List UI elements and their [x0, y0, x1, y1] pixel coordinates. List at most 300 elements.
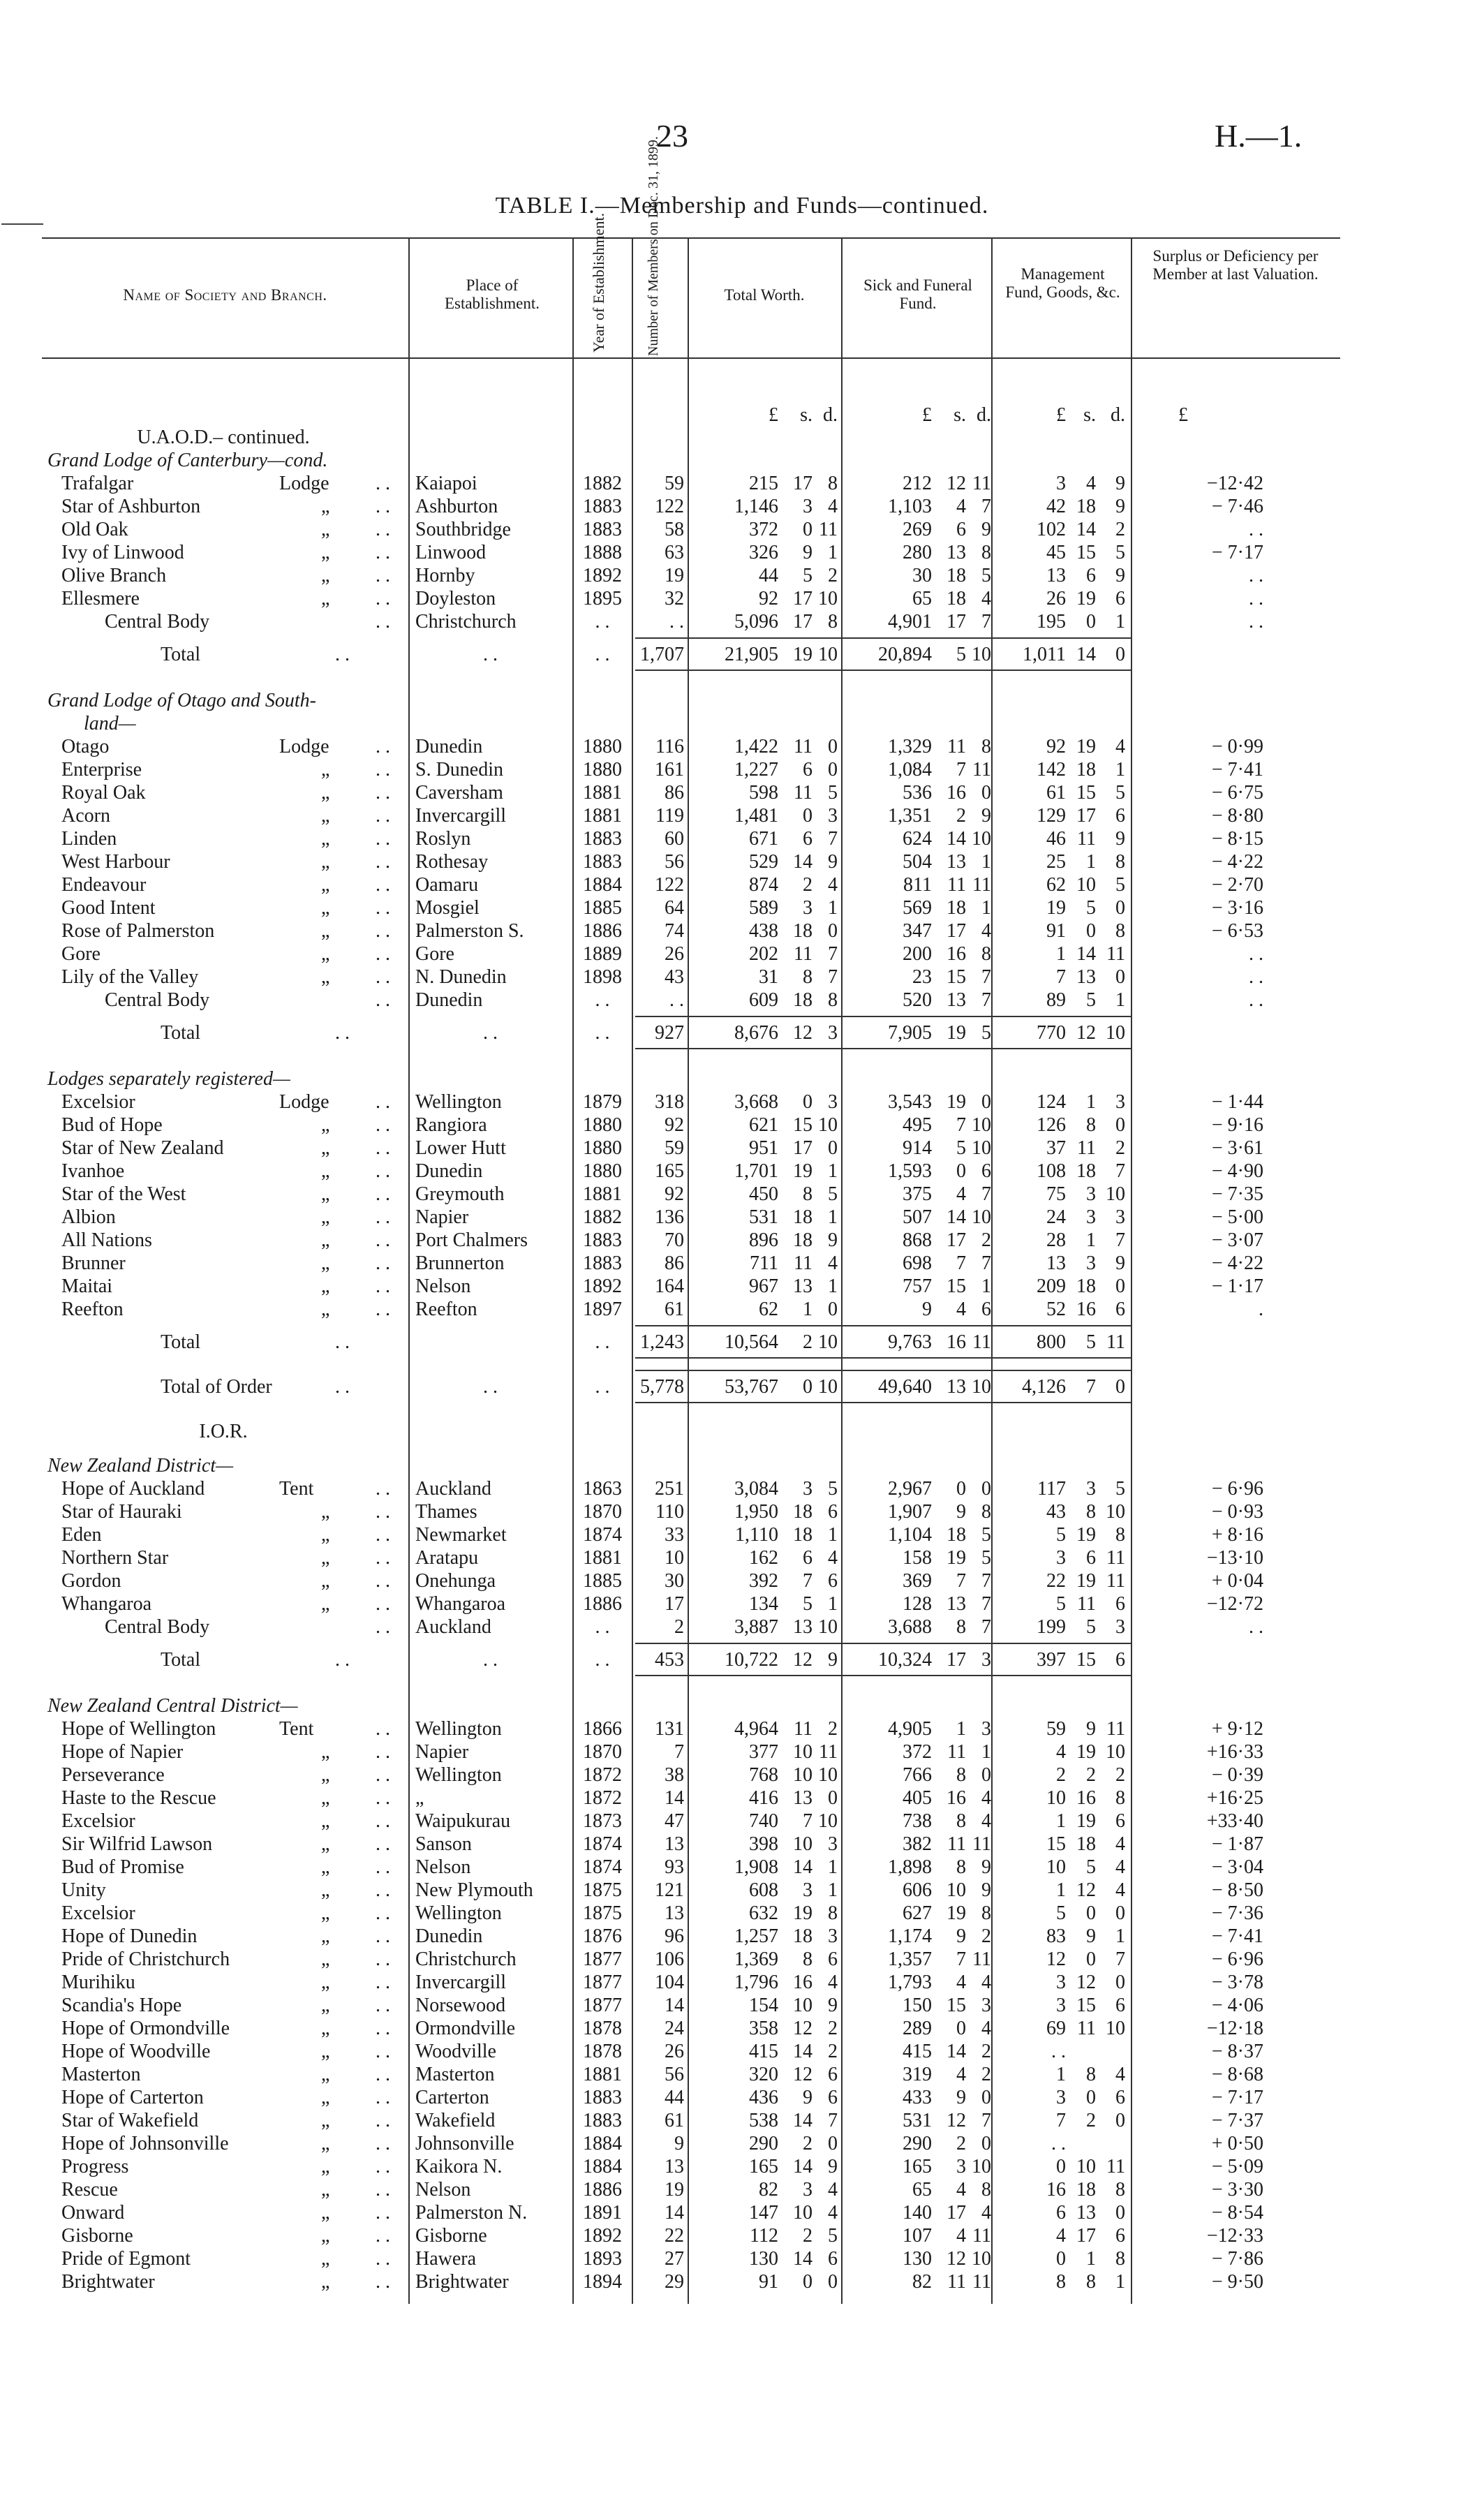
- mgmt-fund-pence: 7: [1115, 1948, 1125, 1970]
- unit-pounds: £: [769, 404, 778, 426]
- surplus-deficiency: .: [1259, 1299, 1263, 1320]
- mgmt-fund-pounds: 0: [1056, 2156, 1066, 2177]
- year: 1897: [583, 1299, 622, 1320]
- mgmt-fund-pounds: 124: [1037, 1091, 1066, 1113]
- total-worth-shillings: 0: [803, 1376, 813, 1398]
- members: 161: [655, 759, 684, 781]
- mgmt-fund-shillings: 8: [1086, 1501, 1096, 1523]
- members: 44: [665, 2087, 684, 2108]
- mgmt-fund-pence: 11: [1106, 2156, 1125, 2177]
- sick-fund-pounds: 627: [903, 1902, 932, 1924]
- mgmt-fund-pence: 4: [1115, 1833, 1125, 1855]
- branch-type: „: [321, 805, 330, 827]
- sick-fund-pence: 7: [981, 1252, 991, 1274]
- place: Brunnerton: [415, 1252, 505, 1274]
- sick-fund-pence: 11: [972, 2271, 991, 2293]
- total-worth-pounds: 896: [749, 1229, 778, 1251]
- branch-type: „: [321, 1902, 330, 1924]
- place: Ormondville: [415, 2018, 516, 2039]
- year: 1883: [583, 2110, 622, 2131]
- branch-type: „: [321, 1593, 330, 1615]
- mgmt-fund-shillings: 5: [1086, 1856, 1096, 1878]
- mgmt-fund-pence: 5: [1115, 1478, 1125, 1500]
- place: Rothesay: [415, 851, 489, 873]
- members: 13: [665, 1902, 684, 1924]
- sick-fund-pence: 1: [981, 1741, 991, 1763]
- mgmt-fund-pence: 8: [1115, 2179, 1125, 2201]
- total-worth-pounds: 91: [759, 2271, 778, 2293]
- year: 1878: [583, 2041, 622, 2062]
- leader-dots: . .: [376, 2156, 390, 2177]
- place: Kaiapoi: [415, 473, 477, 494]
- mgmt-fund-pounds: 59: [1046, 1718, 1066, 1740]
- place: Christchurch: [415, 1948, 517, 1970]
- unit-pence: d.: [1111, 404, 1125, 426]
- mgmt-fund-shillings: 16: [1076, 1299, 1096, 1320]
- total-worth-pounds: 671: [749, 828, 778, 850]
- surplus-deficiency: − 6·75: [1211, 782, 1263, 804]
- mgmt-fund-pounds: 1,011: [1023, 644, 1066, 665]
- branch-name: Star of Wakefield: [61, 2110, 199, 2131]
- total-worth-shillings: 6: [803, 1547, 813, 1569]
- total-worth-pounds: 450: [749, 1183, 778, 1205]
- year: 1877: [583, 1948, 622, 1970]
- table-row: [42, 1090, 1340, 1114]
- unit-pence: d.: [823, 404, 838, 426]
- sick-fund-pence: 8: [981, 736, 991, 757]
- mgmt-fund-pence: 6: [1115, 2087, 1125, 2108]
- table-row: [42, 1879, 1340, 1902]
- sick-fund-pounds: 405: [903, 1787, 932, 1809]
- surplus-deficiency: + 8·16: [1211, 1524, 1263, 1546]
- table-row: [42, 1298, 1340, 1321]
- table-row: [42, 942, 1340, 966]
- table-row: [42, 1994, 1340, 2017]
- branch-name: Good Intent: [61, 897, 156, 919]
- leader-dots: . .: [376, 2248, 390, 2270]
- sick-fund-pounds: 347: [903, 920, 932, 942]
- place: Dunedin: [415, 989, 483, 1011]
- mgmt-fund-pounds: 1: [1056, 943, 1066, 965]
- leader-dots: . .: [376, 519, 390, 540]
- sick-fund-pounds: 9: [922, 1299, 932, 1320]
- sick-fund-shillings: 13: [947, 1376, 966, 1398]
- total-rule: [635, 1370, 1131, 1371]
- year: 1883: [583, 828, 622, 850]
- place: Sanson: [415, 1833, 472, 1855]
- year: 1894: [583, 2271, 622, 2293]
- sick-fund-pence: 10: [972, 2248, 991, 2270]
- leader-dots: . .: [376, 920, 390, 942]
- branch-type: „: [321, 588, 330, 609]
- total-rule: [635, 637, 1131, 639]
- total-row: [42, 643, 1340, 666]
- total-worth-shillings: 13: [793, 1616, 813, 1638]
- sick-fund-pence: 7: [981, 1570, 991, 1592]
- sick-fund-shillings: 16: [947, 1787, 966, 1809]
- total-worth-shillings: 12: [793, 2018, 813, 2039]
- total-worth-shillings: 14: [793, 851, 813, 873]
- mgmt-fund-shillings: 8: [1086, 2271, 1096, 2293]
- total-worth-pence: 6: [828, 1948, 838, 1970]
- total-worth-pounds: 162: [749, 1547, 778, 1569]
- branch-name: Haste to the Rescue: [61, 1787, 216, 1809]
- mgmt-fund-shillings: 18: [1076, 1160, 1096, 1182]
- table-row: [42, 2109, 1340, 2132]
- mgmt-fund-pounds: 8: [1056, 2271, 1066, 2293]
- branch-name: Rescue: [61, 2179, 118, 2201]
- sick-fund-pence: 5: [981, 1524, 991, 1546]
- sick-fund-shillings: 8: [956, 1616, 966, 1638]
- sick-fund-pounds: 158: [903, 1547, 932, 1569]
- mgmt-fund-pounds: 6: [1056, 2202, 1066, 2224]
- mgmt-fund-shillings: 18: [1076, 2179, 1096, 2201]
- surplus-deficiency: − 7·35: [1211, 1183, 1263, 1205]
- year: 1892: [583, 565, 622, 586]
- table-row: [42, 1523, 1340, 1546]
- place: Wakefield: [415, 2110, 496, 2131]
- sick-fund-shillings: 0: [956, 1478, 966, 1500]
- sick-fund-pence: 4: [981, 1787, 991, 1809]
- table-row: [42, 1833, 1340, 1856]
- sick-fund-pounds: 1,329: [888, 736, 932, 757]
- total-worth-pence: 9: [828, 2156, 838, 2177]
- total-worth-shillings: 6: [803, 828, 813, 850]
- branch-name: Northern Star: [61, 1547, 169, 1569]
- leader-dots: . .: [376, 542, 390, 563]
- mgmt-fund-shillings: 16: [1076, 1787, 1096, 1809]
- place: Invercargill: [415, 1972, 507, 1993]
- mgmt-fund-pounds: 19: [1046, 897, 1066, 919]
- place: Napier: [415, 1206, 469, 1228]
- branch-name: Star of Ashburton: [61, 496, 201, 517]
- sick-fund-shillings: 8: [956, 1856, 966, 1878]
- table-row: [42, 518, 1340, 541]
- branch-type: Lodge: [279, 736, 329, 757]
- sick-fund-pence: 1: [981, 1275, 991, 1297]
- sick-fund-shillings: 2: [956, 805, 966, 827]
- mgmt-fund-shillings: 14: [1076, 519, 1096, 540]
- year: 1886: [583, 1593, 622, 1615]
- sick-fund-shillings: 11: [947, 2271, 966, 2293]
- branch-name: Hope of Carterton: [61, 2087, 204, 2108]
- surplus-deficiency: + 0·04: [1211, 1570, 1263, 1592]
- surplus-deficiency: − 0·39: [1211, 1764, 1263, 1786]
- total-worth-pounds: 154: [749, 1995, 778, 2016]
- total-worth-shillings: 15: [793, 1114, 813, 1136]
- sick-fund-shillings: 11: [947, 1833, 966, 1855]
- mgmt-fund-pounds: 37: [1046, 1137, 1066, 1159]
- total-rule: [635, 1402, 1131, 1403]
- place: New Plymouth: [415, 1879, 533, 1901]
- sick-fund-shillings: 6: [956, 519, 966, 540]
- sick-fund-pounds: 290: [903, 2133, 932, 2154]
- total-worth-pence: 8: [828, 611, 838, 633]
- leader-dots: . .: [376, 943, 390, 965]
- mgmt-fund-shillings: 6: [1086, 565, 1096, 586]
- members: 33: [665, 1524, 684, 1546]
- total-worth-pence: 1: [828, 1879, 838, 1901]
- total-worth-pence: 4: [828, 1972, 838, 1993]
- mgmt-fund-pence: 3: [1115, 1616, 1125, 1638]
- place: Thames: [415, 1501, 477, 1523]
- mgmt-fund-shillings: 19: [1076, 736, 1096, 757]
- total-worth-pounds: 416: [749, 1787, 778, 1809]
- branch-type: „: [321, 1879, 330, 1901]
- total-worth-pounds: 711: [750, 1252, 778, 1274]
- total-worth-shillings: 2: [803, 2225, 813, 2247]
- sick-fund-pence: 2: [981, 1229, 991, 1251]
- total-worth-pounds: 372: [749, 519, 778, 540]
- leader-dots: . .: [376, 1810, 390, 1832]
- surplus-deficiency: . .: [1249, 989, 1263, 1011]
- total-worth-pence: 1: [828, 1524, 838, 1546]
- table-row: [42, 1694, 1340, 1717]
- sick-fund-shillings: 10: [947, 1879, 966, 1901]
- table-row: [42, 564, 1340, 587]
- table-row: [42, 1183, 1340, 1206]
- table-title: TABLE I.—Membership and Funds—continued.: [495, 193, 989, 219]
- members: 26: [665, 2041, 684, 2062]
- branch-name: Excelsior: [61, 1902, 135, 1924]
- surplus-deficiency: − 8·68: [1211, 2064, 1263, 2085]
- sick-fund-shillings: 17: [947, 1229, 966, 1251]
- leader-dots: . .: [376, 2179, 390, 2201]
- year: 1883: [583, 1252, 622, 1274]
- leader-dots: . .: [376, 782, 390, 804]
- total-worth-shillings: 12: [793, 1649, 813, 1671]
- mgmt-fund-pounds: 3: [1056, 1547, 1066, 1569]
- year: 1886: [583, 2179, 622, 2201]
- leader-dots: . .: [376, 2133, 390, 2154]
- total-worth-pence: 0: [828, 736, 838, 757]
- year: . .: [595, 644, 610, 665]
- mgmt-fund-pence: 0: [1115, 897, 1125, 919]
- total-worth-pence: 10: [818, 1331, 838, 1353]
- members: 122: [655, 496, 684, 517]
- year: 1893: [583, 2248, 622, 2270]
- table-row: [42, 1902, 1340, 1925]
- sick-fund-pence: 5: [981, 565, 991, 586]
- sick-fund-pounds: 49,640: [878, 1376, 932, 1398]
- place: Mosgiel: [415, 897, 480, 919]
- table-row: [42, 919, 1340, 942]
- mgmt-fund-shillings: 18: [1076, 1833, 1096, 1855]
- total-worth-pence: 6: [828, 2248, 838, 2270]
- sick-fund-shillings: 13: [947, 851, 966, 873]
- branch-name: Bud of Hope: [61, 1114, 163, 1136]
- table-row: [42, 966, 1340, 989]
- sick-fund-pence: 4: [981, 1810, 991, 1832]
- sick-fund-pounds: 536: [903, 782, 932, 804]
- mgmt-fund-pounds: 5: [1056, 1902, 1066, 1924]
- total-worth-shillings: 19: [793, 1902, 813, 1924]
- leader-dots: . .: [376, 2110, 390, 2131]
- total-worth-shillings: 14: [793, 2156, 813, 2177]
- mgmt-fund-shillings: 19: [1076, 1570, 1096, 1592]
- year: 1881: [583, 1547, 622, 1569]
- mgmt-fund-pence: 6: [1115, 1593, 1125, 1615]
- table-row: [42, 472, 1340, 495]
- year: 1880: [583, 1114, 622, 1136]
- total-label: Total: [161, 1649, 201, 1671]
- mgmt-fund-shillings: 5: [1086, 1331, 1096, 1353]
- sick-fund-pence: 0: [981, 2133, 991, 2154]
- mgmt-fund-pounds: 7: [1056, 2110, 1066, 2131]
- members: 5,778: [640, 1376, 684, 1398]
- mgmt-fund-pounds: 4,126: [1022, 1376, 1066, 1398]
- sick-fund-pounds: 1,593: [888, 1160, 932, 1182]
- members: 74: [665, 920, 684, 942]
- total-worth-shillings: 13: [793, 1787, 813, 1809]
- place: Southbridge: [415, 519, 511, 540]
- mgmt-fund-pounds: 4: [1056, 1741, 1066, 1763]
- total-worth-shillings: 12: [793, 1022, 813, 1044]
- mgmt-fund-pence: 2: [1115, 519, 1125, 540]
- total-worth-pence: 2: [828, 2041, 838, 2062]
- branch-type: „: [321, 1160, 330, 1182]
- place: „: [415, 1787, 424, 1809]
- total-rule: [635, 1016, 1131, 1017]
- total-worth-pounds: 1,701: [734, 1160, 778, 1182]
- place: Invercargill: [415, 805, 507, 827]
- total-worth-pounds: 10,564: [725, 1331, 778, 1353]
- total-worth-pence: 2: [828, 1718, 838, 1740]
- mgmt-fund-shillings: 17: [1076, 805, 1096, 827]
- mgmt-fund-shillings: 8: [1086, 1114, 1096, 1136]
- surplus-deficiency: − 8·50: [1211, 1879, 1263, 1901]
- total-worth-pounds: 398: [749, 1833, 778, 1855]
- table-row: [42, 1420, 1340, 1443]
- year: 1883: [583, 2087, 622, 2108]
- sick-fund-pounds: 1,351: [888, 805, 932, 827]
- total-worth-shillings: 0: [803, 2271, 813, 2293]
- total-worth-pounds: 3,668: [734, 1091, 778, 1113]
- place: . .: [483, 644, 498, 665]
- sick-fund-pounds: 319: [903, 2064, 932, 2085]
- sick-fund-pence: 0: [981, 1478, 991, 1500]
- members: 13: [665, 2156, 684, 2177]
- year: 1866: [583, 1718, 622, 1740]
- total-worth-pence: 1: [828, 897, 838, 919]
- mgmt-fund-pounds: 102: [1037, 519, 1066, 540]
- total-worth-pounds: 531: [749, 1206, 778, 1228]
- surplus-deficiency: − 0·99: [1211, 736, 1263, 757]
- mgmt-fund-pence: 6: [1115, 1649, 1125, 1671]
- total-worth-shillings: 11: [794, 943, 813, 965]
- year: 1882: [583, 473, 622, 494]
- sick-fund-pounds: 375: [903, 1183, 932, 1205]
- total-worth-pounds: 1,110: [735, 1524, 778, 1546]
- total-worth-shillings: 3: [803, 897, 813, 919]
- leader-dots: . .: [376, 1252, 390, 1274]
- total-worth-pounds: 3,084: [734, 1478, 778, 1500]
- total-worth-pence: 4: [828, 2179, 838, 2201]
- surplus-deficiency: −12·33: [1206, 2225, 1263, 2247]
- year: 1882: [583, 1206, 622, 1228]
- total-rule: [635, 1357, 1131, 1359]
- place: Norsewood: [415, 1995, 506, 2016]
- mgmt-fund-pounds: 3: [1056, 1972, 1066, 1993]
- leader-dots: . .: [376, 1275, 390, 1297]
- header-bottom-rule: [42, 357, 1340, 359]
- sick-fund-pounds: 10,324: [878, 1649, 932, 1671]
- branch-type: „: [321, 2087, 330, 2108]
- leader-dots: . .: [376, 588, 390, 609]
- surplus-deficiency: − 8·37: [1211, 2041, 1263, 2062]
- sick-fund-pence: 0: [981, 2087, 991, 2108]
- total-worth-pence: 4: [828, 874, 838, 896]
- members: 19: [665, 565, 684, 586]
- year: 1873: [583, 1810, 622, 1832]
- total-worth-shillings: 3: [803, 496, 813, 517]
- surplus-deficiency: −12·18: [1206, 2018, 1263, 2039]
- mgmt-fund-pounds: 1: [1056, 2064, 1066, 2085]
- branch-name: Central Body: [105, 611, 210, 633]
- year: 1880: [583, 759, 622, 781]
- members: 56: [665, 2064, 684, 2085]
- total-worth-pence: 3: [828, 1925, 838, 1947]
- surplus-deficiency: − 0·93: [1211, 1501, 1263, 1523]
- sick-fund-shillings: 4: [956, 2179, 966, 2201]
- mgmt-fund-shillings: 1: [1086, 1091, 1096, 1113]
- sick-fund-pence: 11: [972, 2225, 991, 2247]
- year: 1870: [583, 1741, 622, 1763]
- place: Doyleston: [415, 588, 496, 609]
- mgmt-fund-shillings: 0: [1086, 1948, 1096, 1970]
- sick-fund-pounds: 433: [903, 2087, 932, 2108]
- sick-fund-pence: 11: [972, 1833, 991, 1855]
- sick-fund-pence: 9: [981, 1879, 991, 1901]
- branch-name: Gore: [61, 943, 101, 965]
- leader-dots: . .: [335, 1022, 350, 1044]
- leader-dots: . .: [335, 1376, 350, 1398]
- total-worth-pounds: 215: [749, 473, 778, 494]
- total-worth-shillings: 1: [803, 1299, 813, 1320]
- mgmt-fund-shillings: 15: [1076, 1995, 1096, 2016]
- branch-name: Onward: [61, 2202, 125, 2224]
- sick-fund-shillings: 12: [947, 473, 966, 494]
- leader-dots: . .: [335, 1649, 350, 1671]
- surplus-deficiency: −12·72: [1206, 1593, 1263, 1615]
- mgmt-fund-pounds: 5: [1056, 1524, 1066, 1546]
- table-row: [42, 1569, 1340, 1592]
- mgmt-fund-pence: 10: [1106, 1183, 1125, 1205]
- total-worth-pence: 6: [828, 2064, 838, 2085]
- unit-shillings: s.: [800, 404, 813, 426]
- leader-dots: . .: [376, 1593, 390, 1615]
- total-worth-shillings: 10: [793, 1764, 813, 1786]
- total-label: Total: [161, 644, 201, 665]
- mgmt-fund-pence: 9: [1115, 473, 1125, 494]
- mgmt-fund-pounds: 0: [1056, 2248, 1066, 2270]
- table-top-rule: [42, 237, 1340, 239]
- sick-fund-pounds: 23: [912, 966, 932, 988]
- place: Wellington: [415, 1902, 502, 1924]
- members: 119: [655, 805, 684, 827]
- mgmt-fund-pounds: 46: [1046, 828, 1066, 850]
- leader-dots: . .: [376, 1229, 390, 1251]
- total-rule: [635, 1675, 1131, 1676]
- mgmt-fund-pounds: 24: [1046, 1206, 1066, 1228]
- members: 14: [665, 2202, 684, 2224]
- total-worth-pence: 3: [828, 805, 838, 827]
- year: . .: [595, 1022, 610, 1044]
- surplus-deficiency: − 9·50: [1211, 2271, 1263, 2293]
- members: 453: [655, 1649, 684, 1671]
- members: 30: [665, 1570, 684, 1592]
- mgmt-fund-shillings: 15: [1076, 782, 1096, 804]
